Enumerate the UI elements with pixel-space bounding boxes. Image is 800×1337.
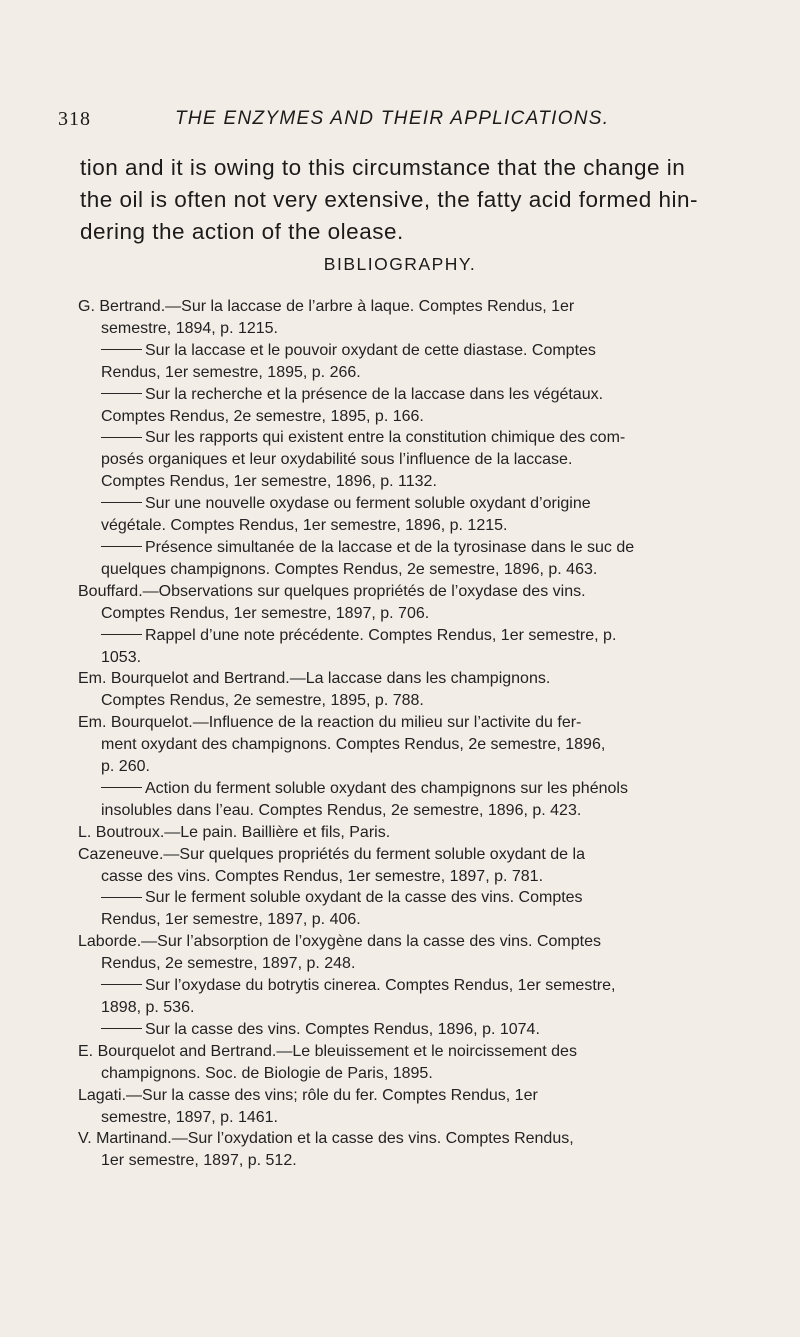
running-title: THE ENZYMES AND THEIR APPLICATIONS. [175, 108, 610, 129]
entry-line [101, 318, 763, 340]
ditto-dash [101, 787, 142, 788]
entry-text: —Influence de la reaction du milieu sur l’activite du fer- [192, 714, 582, 732]
entry-text: Sur la laccase et le pouvoir oxydant de cette diastase. Comptes [145, 341, 596, 359]
entry-line [101, 515, 763, 537]
entry-line [101, 1107, 763, 1129]
bibliography-entry [78, 975, 763, 1019]
entry-text: Sur une nouvelle oxydase ou ferment soluble oxydant d’origine [145, 495, 591, 513]
entry-line [101, 734, 763, 756]
page-number: 318 [58, 108, 91, 130]
entry-text: Comptes Rendus, 2e semestre, 1895, p. 166. [101, 407, 424, 425]
bibliography-entry [78, 537, 763, 581]
bibliography-entry [78, 1019, 763, 1041]
entry-text: —Sur l’absorption de l’oxygène dans la casse des vins. Comptes [141, 933, 601, 951]
entry-text: Rendus, 1er semestre, 1897, p. 406. [101, 911, 361, 929]
entry-line [101, 647, 763, 669]
ditto-dash [101, 634, 142, 635]
entry-author: Lagati. [78, 1086, 127, 1104]
entry-text: Comptes Rendus, 2e semestre, 1895, p. 788. [101, 692, 424, 710]
entry-text: Présence simultanée de la laccase et de la tyrosinase dans le suc de [145, 538, 635, 556]
entry-author: Cazeneuve. [78, 845, 164, 863]
entry-line [101, 493, 763, 515]
entry-line [101, 800, 763, 822]
entry-line [78, 668, 763, 690]
entry-author: L. Boutroux. [78, 823, 165, 841]
entry-text: —Sur l’oxydation et la casse des vins. Comptes Rendus, [171, 1130, 574, 1148]
entry-text: —La laccase dans les champignons. [289, 670, 551, 688]
section-heading: BIBLIOGRAPHY. [323, 254, 477, 274]
bibliography-entry [78, 1128, 763, 1172]
running-head [58, 104, 748, 134]
entry-line [78, 822, 763, 844]
bibliography-entry [78, 712, 763, 778]
entry-text: Action du ferment soluble oxydant des champignons sur les phénols [145, 779, 628, 797]
entry-line [101, 603, 763, 625]
entry-line [101, 362, 763, 384]
bibliography-entry [78, 340, 763, 384]
entry-text: —Sur quelques propriétés du ferment soluble oxydant de la [163, 845, 585, 863]
entry-line [78, 1085, 763, 1107]
bibliography-list [78, 296, 763, 1172]
entry-author: Em. Bourquelot. [78, 714, 193, 732]
entry-line [101, 909, 763, 931]
entry-line [101, 1150, 763, 1172]
entry-line [101, 997, 763, 1019]
entry-line [101, 975, 763, 997]
entry-text: Sur la recherche et la présence de la laccase dans les végétaux. [145, 385, 604, 403]
entry-line [101, 427, 763, 449]
entry-text: 1er semestre, 1897, p. 512. [101, 1152, 297, 1170]
bibliography-entry [78, 296, 763, 340]
bibliography-entry [78, 778, 763, 822]
entry-text: —Le bleuissement et le noircissement des [276, 1042, 577, 1060]
entry-text: Sur l’oxydase du botrytis cinerea. Comptes Rendus, 1er semestre, [145, 977, 616, 995]
entry-line [101, 690, 763, 712]
intro-line: dering the action of the olease. [80, 219, 404, 244]
entry-line [101, 406, 763, 428]
bibliography-entry [78, 1085, 763, 1129]
entry-line [78, 931, 763, 953]
entry-line [101, 756, 763, 778]
entry-text: Comptes Rendus, 1er semestre, 1897, p. 706. [101, 604, 430, 622]
entry-line [101, 1063, 763, 1085]
bibliography-entry [78, 427, 763, 493]
entry-line [101, 1019, 763, 1041]
entry-line [101, 449, 763, 471]
bibliography-entry [78, 625, 763, 669]
ditto-dash [101, 897, 142, 898]
entry-line [78, 1041, 763, 1063]
bibliography-entry [78, 931, 763, 975]
entry-line [101, 384, 763, 406]
entry-line [101, 953, 763, 975]
entry-author: Laborde. [78, 933, 142, 951]
entry-text: p. 260. [101, 758, 150, 776]
entry-text: végétale. Comptes Rendus, 1er semestre, 1896, p. 1215. [101, 517, 508, 535]
ditto-dash [101, 437, 142, 438]
entry-line [101, 471, 763, 493]
entry-line [78, 844, 763, 866]
entry-text: casse des vins. Comptes Rendus, 1er semestre, 1897, p. 781. [101, 867, 544, 885]
entry-text: 1898, p. 536. [101, 999, 195, 1016]
entry-text: posés organiques et leur oxydabilité sous l’influence de la laccase. [101, 451, 573, 469]
bibliography-entry [78, 1041, 763, 1085]
entry-text: Sur la casse des vins. Comptes Rendus, 1896, p. 1074. [145, 1020, 540, 1038]
entry-line [78, 712, 763, 734]
entry-line [101, 625, 763, 647]
entry-line [101, 340, 763, 362]
entry-line [101, 887, 763, 909]
bibliography-entry [78, 581, 763, 625]
entry-text: semestre, 1894, p. 1215. [101, 319, 278, 337]
intro-line: tion and it is owing to this circumstance that the change in [80, 155, 686, 180]
entry-text: 1053. [101, 648, 142, 666]
entry-text: —Le pain. Baillière et fils, Paris. [164, 823, 391, 841]
ditto-dash [101, 502, 142, 503]
ditto-dash [101, 393, 142, 394]
bibliography-entry [78, 668, 763, 712]
entry-line [101, 866, 763, 888]
entry-line [101, 537, 763, 559]
entry-text: semestre, 1897, p. 1461. [101, 1108, 278, 1126]
entry-text: Rendus, 2e semestre, 1897, p. 248. [101, 955, 356, 973]
entry-line [78, 581, 763, 603]
entry-line [78, 1128, 763, 1150]
entry-author: G. Bertrand. [78, 298, 166, 315]
entry-text: ment oxydant des champignons. Comptes Rendus, 2e semestre, 1896, [101, 736, 606, 754]
entry-author: V. Martinand. [78, 1130, 172, 1148]
bibliography-entry [78, 384, 763, 428]
entry-text: quelques champignons. Comptes Rendus, 2e semestre, 1896, p. 463. [101, 560, 598, 578]
bibliography-entry [78, 493, 763, 537]
entry-text: —Sur la casse des vins; rôle du fer. Comptes Rendus, 1er [126, 1086, 538, 1104]
entry-line [101, 778, 763, 800]
bibliography-entry [78, 822, 763, 844]
intro-line: the oil is often not very extensive, the fatty acid formed hin- [80, 187, 699, 212]
bibliography-entry [78, 887, 763, 931]
bibliography-entry [78, 844, 763, 888]
entry-author: E. Bourquelot and Bertrand. [78, 1042, 277, 1060]
entry-text: insolubles dans l’eau. Comptes Rendus, 2e semestre, 1896, p. 423. [101, 801, 582, 819]
entry-text: Comptes Rendus, 1er semestre, 1896, p. 1132. [101, 473, 437, 491]
entry-text: —Observations sur quelques propriétés de l’oxydase des vins. [142, 582, 586, 600]
entry-text: Rendus, 1er semestre, 1895, p. 266. [101, 363, 361, 381]
ditto-dash [101, 349, 142, 350]
entry-text: Sur le ferment soluble oxydant de la casse des vins. Comptes [145, 889, 583, 907]
entry-line [101, 559, 763, 581]
entry-text: champignons. Soc. de Biologie de Paris, 1895. [101, 1064, 433, 1082]
entry-text: Sur les rapports qui existent entre la constitution chimique des com- [145, 429, 626, 447]
entry-author: Bouffard. [78, 582, 143, 600]
intro-paragraph [80, 152, 760, 248]
entry-text: Rappel d’une note précédente. Comptes Rendus, 1er semestre, p. [145, 626, 617, 644]
ditto-dash [101, 1028, 142, 1029]
entry-line [78, 296, 763, 318]
entry-author: Em. Bourquelot and Bertrand. [78, 670, 290, 688]
ditto-dash [101, 546, 142, 547]
ditto-dash [101, 984, 142, 985]
entry-text: —Sur la laccase de l’arbre à laque. Comptes Rendus, 1er [165, 298, 575, 315]
